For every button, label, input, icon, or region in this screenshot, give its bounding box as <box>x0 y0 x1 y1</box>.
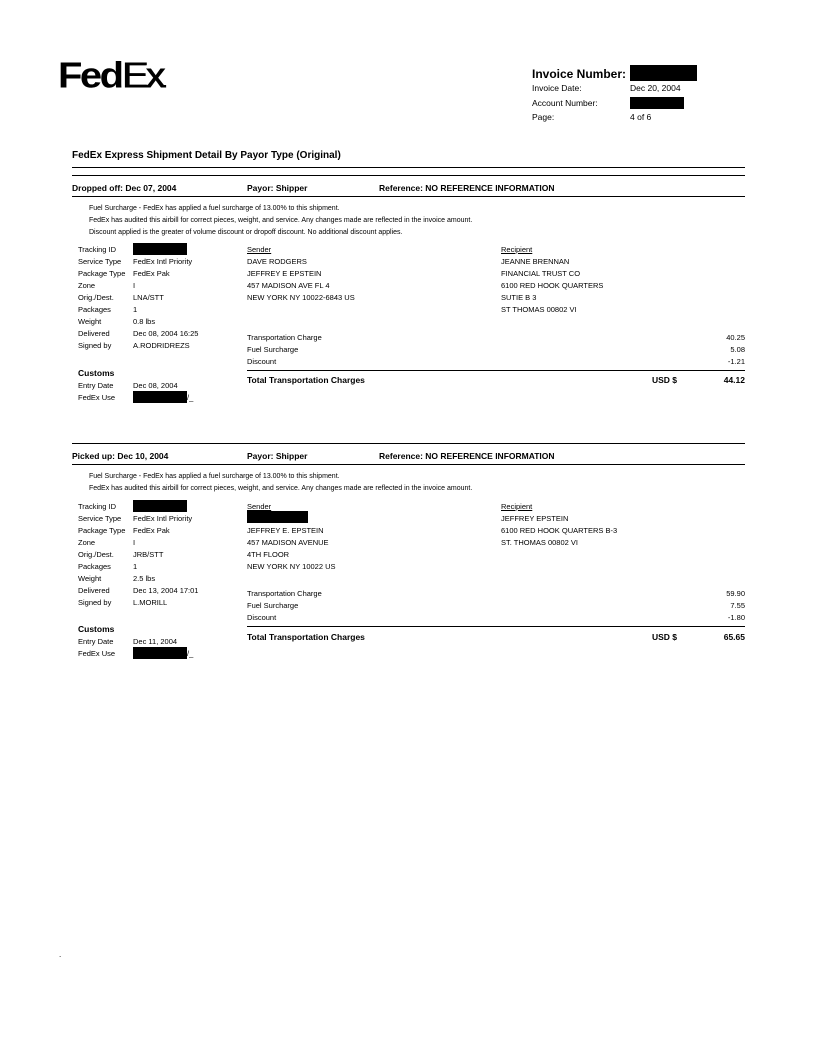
sender-line: JEFFREY E. EPSTEIN <box>247 526 324 535</box>
recipient-line: JEANNE BRENNAN <box>501 257 570 266</box>
charge-amount: 7.55 <box>730 601 745 610</box>
total-currency: USD $ <box>652 632 678 642</box>
detail-value: L.MORILL <box>133 598 168 607</box>
charge-label: Discount <box>247 357 277 366</box>
detail-value: Dec 13, 2004 17:01 <box>133 586 199 595</box>
detail-label: Tracking ID <box>78 245 117 254</box>
sender-line: DAVE RODGERS <box>247 257 307 266</box>
invoice-date-label: Invoice Date: <box>532 83 582 93</box>
detail-label: Zone <box>78 538 96 547</box>
charge-amount: 59.90 <box>726 589 745 598</box>
shipment-note: Fuel Surcharge - FedEx has applied a fuel surcharge of 13.00% to this shipment. <box>89 473 340 480</box>
recipient-line: 6100 RED HOOK QUARTERS <box>501 281 604 290</box>
detail-label: Delivered <box>78 586 110 595</box>
shipment-note: Discount applied is the greater of volume discount or dropoff discount. No additional discount applies. <box>89 229 403 236</box>
shipment-note: Fuel Surcharge - FedEx has applied a fuel surcharge of 13.00% to this shipment. <box>89 205 340 212</box>
recipient-line: 6100 RED HOOK QUARTERS B-3 <box>501 526 618 535</box>
logo-ex: Ex <box>121 56 163 96</box>
shipment-header-rule <box>72 464 745 465</box>
sender-line: JEFFREY E EPSTEIN <box>247 269 322 278</box>
detail-value: FedEx Pak <box>133 269 170 278</box>
fedex-use-redaction <box>133 647 187 659</box>
detail-label: Tracking ID <box>78 502 117 511</box>
detail-label: Signed by <box>78 341 112 350</box>
fedex-logo <box>58 58 165 94</box>
recipient-line: SUTIE B 3 <box>501 293 537 302</box>
sender-line: 457 MADISON AVE FL 4 <box>247 281 330 290</box>
shipment-note: FedEx has audited this airbill for correct pieces, weight, and service. Any changes made are reflected in the invoice amount. <box>89 485 473 492</box>
entry-date-value: Dec 08, 2004 <box>133 381 178 390</box>
total-rule <box>247 626 745 627</box>
customs-heading: Customs <box>78 624 115 634</box>
shipment-date: Picked up: Dec 10, 2004 <box>72 451 169 461</box>
customs-heading: Customs <box>78 368 115 378</box>
shipment-note: FedEx has audited this airbill for correct pieces, weight, and service. Any changes made are reflected in the invoice amount. <box>89 217 473 224</box>
detail-label: Package Type <box>78 526 126 535</box>
charge-amount: 40.25 <box>726 333 745 342</box>
total-amount: 65.65 <box>723 632 745 642</box>
shipment-reference: Reference: NO REFERENCE INFORMATION <box>379 183 555 193</box>
detail-value: I <box>133 281 136 290</box>
detail-label: Orig./Dest. <box>78 293 114 302</box>
invoice-date-value: Dec 20, 2004 <box>630 83 681 93</box>
shipment-top-rule <box>72 175 745 176</box>
shipment-payor: Payor: Shipper <box>247 183 308 193</box>
account-number-redaction <box>630 97 684 109</box>
total-currency: USD $ <box>652 375 678 385</box>
recipient-line: ST. THOMAS 00802 VI <box>501 538 578 547</box>
page-value: 4 of 6 <box>630 112 652 122</box>
fedex-use-label: FedEx Use <box>78 393 116 402</box>
detail-label: Zone <box>78 281 96 290</box>
invoice-number-redaction <box>630 65 697 81</box>
entry-date-label: Entry Date <box>78 381 114 390</box>
total-rule <box>247 370 745 371</box>
charge-label: Discount <box>247 613 277 622</box>
detail-value: JRB/STT <box>133 550 164 559</box>
sender-line: NEW YORK NY 10022 US <box>247 562 336 571</box>
detail-label: Signed by <box>78 598 112 607</box>
detail-value: A.RODRIDREZS <box>133 341 190 350</box>
charge-label: Fuel Surcharge <box>247 345 299 354</box>
charge-label: Transportation Charge <box>247 333 322 342</box>
total-label: Total Transportation Charges <box>247 375 365 385</box>
recipient-line: ST THOMAS 00802 VI <box>501 305 577 314</box>
detail-label: Service Type <box>78 257 122 266</box>
sender-heading: Sender <box>247 245 272 254</box>
detail-label: Orig./Dest. <box>78 550 114 559</box>
invoice-number-label: Invoice Number: <box>532 67 627 81</box>
sender-name-redaction <box>247 511 308 523</box>
detail-label: Delivered <box>78 329 110 338</box>
detail-value: FedEx Pak <box>133 526 170 535</box>
detail-label: Package Type <box>78 269 126 278</box>
shipment-date: Dropped off: Dec 07, 2004 <box>72 183 177 193</box>
detail-label: Packages <box>78 305 111 314</box>
fedex-use-label: FedEx Use <box>78 649 116 658</box>
recipient-line: FINANCIAL TRUST CO <box>501 269 581 278</box>
account-number-label: Account Number: <box>532 98 598 108</box>
fedex-use-redaction <box>133 391 187 403</box>
sender-line: NEW YORK NY 10022-6843 US <box>247 293 355 302</box>
recipient-heading: Recipient <box>501 245 533 254</box>
detail-label: Packages <box>78 562 111 571</box>
charge-label: Transportation Charge <box>247 589 322 598</box>
sender-line: 457 MADISON AVENUE <box>247 538 329 547</box>
detail-value: LNA/STT <box>133 293 164 302</box>
charge-amount: -1.80 <box>727 613 745 622</box>
charge-label: Fuel Surcharge <box>247 601 299 610</box>
entry-date-label: Entry Date <box>78 637 114 646</box>
detail-value: 1 <box>133 562 138 571</box>
tracking-id-redaction <box>133 243 187 255</box>
sender-heading: Sender <box>247 502 272 511</box>
detail-value: FedEx Intl Priority <box>133 257 193 266</box>
detail-label: Weight <box>78 317 102 326</box>
detail-label: Service Type <box>78 514 122 523</box>
charge-amount: 5.08 <box>730 345 745 354</box>
tracking-id-redaction <box>133 500 187 512</box>
entry-date-value: Dec 11, 2004 <box>133 637 178 646</box>
detail-value: I <box>133 538 136 547</box>
total-amount: 44.12 <box>723 375 745 385</box>
title-divider <box>72 167 745 168</box>
fedex-use-suffix: /_ <box>187 393 194 402</box>
charge-amount: -1.21 <box>727 357 745 366</box>
detail-value: 2.5 lbs <box>133 574 156 583</box>
recipient-line: JEFFREY EPSTEIN <box>501 514 569 523</box>
shipment-header-rule <box>72 196 745 197</box>
shipment-reference: Reference: NO REFERENCE INFORMATION <box>379 451 555 461</box>
total-label: Total Transportation Charges <box>247 632 365 642</box>
detail-value: 0.8 lbs <box>133 317 156 326</box>
fedex-use-suffix: /_ <box>187 649 194 658</box>
detail-value: FedEx Intl Priority <box>133 514 193 523</box>
footer-mark: . <box>59 950 62 959</box>
shipment-payor: Payor: Shipper <box>247 451 308 461</box>
detail-value: 1 <box>133 305 138 314</box>
sender-line: 4TH FLOOR <box>247 550 290 559</box>
detail-value: Dec 08, 2004 16:25 <box>133 329 199 338</box>
logo-fed: Fed <box>58 56 122 96</box>
recipient-heading: Recipient <box>501 502 533 511</box>
logo-dot: . <box>162 73 165 92</box>
shipment-top-rule <box>72 443 745 444</box>
page-label: Page: <box>532 112 555 122</box>
detail-label: Weight <box>78 574 102 583</box>
report-title: FedEx Express Shipment Detail By Payor Type (Original) <box>72 150 341 161</box>
